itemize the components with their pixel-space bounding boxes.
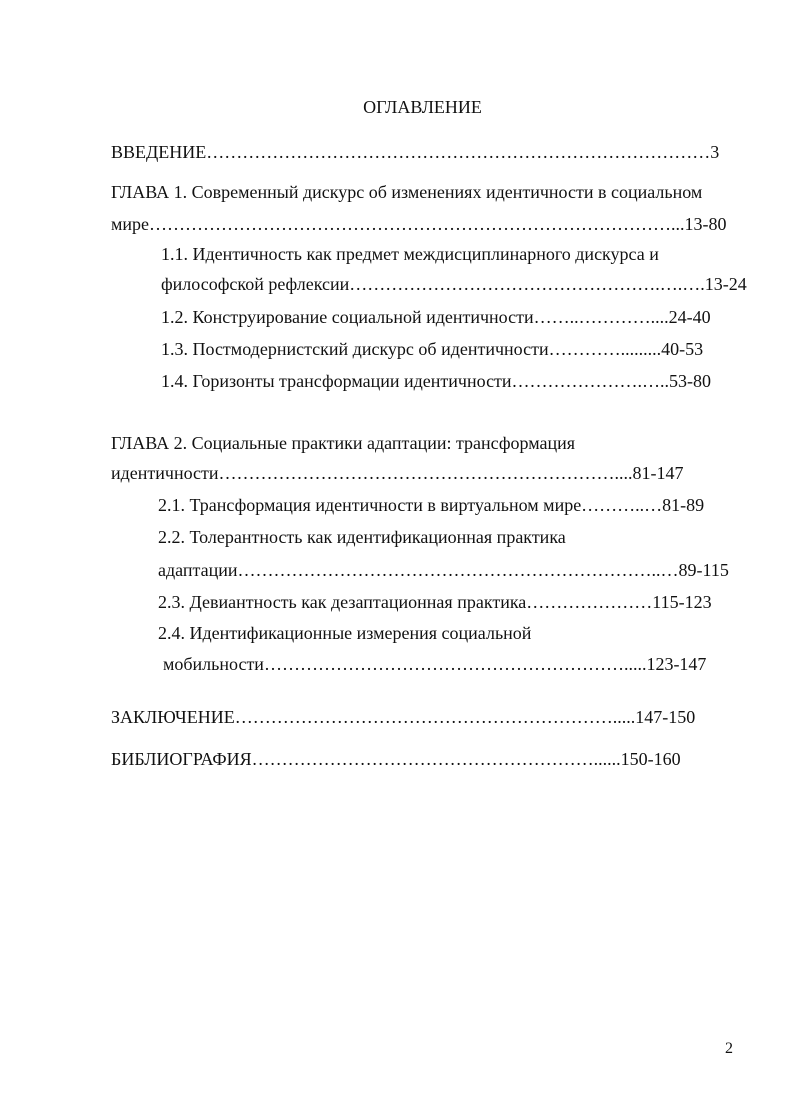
toc-line-section-2-3: 2.3. Девиантность как дезаптационная практика…………………115-123 <box>158 592 712 612</box>
toc-line-chapter-2-pages: идентичности…………………………………………………………....81-147 <box>111 463 684 483</box>
page-number: 2 <box>725 1040 733 1057</box>
toc-line-section-2-2-pages: адаптации……………………………………………………………..…89-115 <box>158 560 729 580</box>
toc-line-chapter-1-title: ГЛАВА 1. Современный дискурс об изменениях идентичности в социальном <box>111 182 703 202</box>
toc-line-section-1-3: 1.3. Постмодернистский дискурс об идентичности………….........40-53 <box>161 339 704 359</box>
toc-line-section-2-2-title: 2.2. Толерантность как идентификационная практика <box>158 527 566 547</box>
toc-line-section-2-4-title: 2.4. Идентификационные измерения социальной <box>158 623 532 643</box>
toc-line-introduction: ВВЕДЕНИЕ…………………………………………………………………………3 <box>111 142 720 162</box>
toc-line-section-1-1-title: 1.1. Идентичность как предмет междисциплинарного дискурса и <box>161 244 659 264</box>
toc-line-chapter-1-pages: мире……………………………………………………………………………...13-80 <box>111 214 727 234</box>
toc-line-conclusion: ЗАКЛЮЧЕНИЕ……………………………………………………….....147-150 <box>111 707 696 727</box>
toc-line-section-1-1-pages: философской рефлексии…………………………………………….….….13-24 <box>161 274 747 294</box>
toc-heading: ОГЛАВЛЕНИЕ <box>363 97 482 117</box>
toc-line-chapter-2-title: ГЛАВА 2. Социальные практики адаптации: трансформация <box>111 433 576 453</box>
toc-line-section-1-2: 1.2. Конструирование социальной идентичности……..…………....24-40 <box>161 307 711 327</box>
toc-line-bibliography: БИБЛИОГРАФИЯ…………………………………………………......150-160 <box>111 749 681 769</box>
toc-line-section-2-4-pages: мобильности…………………………………………………….....123-147 <box>163 654 707 674</box>
toc-line-section-2-1: 2.1. Трансформация идентичности в виртуальном мире………..…81-89 <box>158 495 705 515</box>
toc-line-section-1-4: 1.4. Горизонты трансформации идентичности………………….…..53-80 <box>161 371 712 391</box>
